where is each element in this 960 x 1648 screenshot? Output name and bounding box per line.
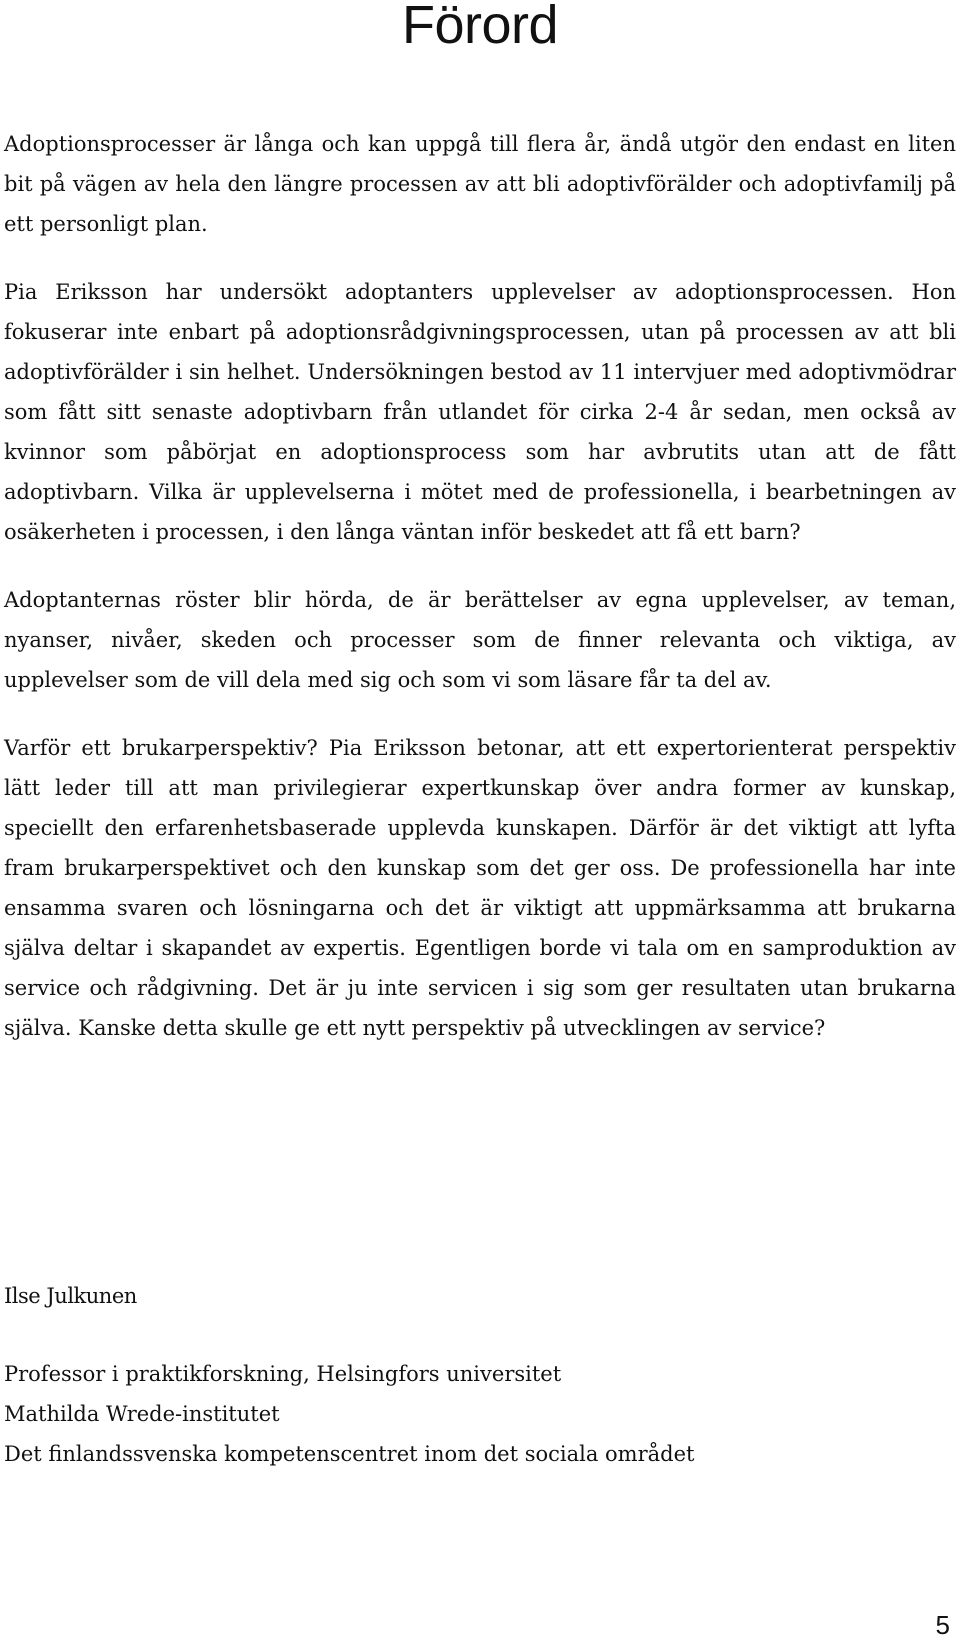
- affiliation-line-3: Det finlandssvenska kompetenscentret inom det sociala området: [4, 1442, 695, 1466]
- paragraph-4: Varför ett brukarperspektiv? Pia Eriksson betonar, att ett expertorienterat perspektiv lätt leder till att man privilegierar expertkunskap över andra former av kunskap, speciellt den erfarenhetsbaserade upplevda kunskapen. Därför är det viktigt att lyfta fram brukarperspektivet och den kunskap som det ger oss. De professionella har inte ensamma svaren och lösningarna och det är viktigt att uppmärksamma att brukarna själva deltar i skapandet av expertis. Egentligen borde vi tala om en samproduktion av service och rådgivning. Det är ju inte servicen i sig som ger resultaten utan brukarna själva. Kanske detta skulle ge ett nytt perspektiv på utvecklingen av service?: [4, 736, 956, 1040]
- author-signature: Ilse Julkunen: [4, 1284, 137, 1308]
- paragraph-1: Adoptionsprocesser är långa och kan uppgå till flera år, ändå utgör den endast en liten bit på vägen av hela den längre processen av att bli adoptivförälder och adoptivfamilj på ett personligt plan.: [4, 132, 956, 236]
- paragraph-3: Adoptanternas röster blir hörda, de är berättelser av egna upplevelser, av teman, nyanser, nivåer, skeden och processer som de finner relevanta och viktiga, av upplevelser som de vill dela med sig och som vi som läsare får ta del av.: [4, 588, 956, 692]
- page-title: Förord: [401, 0, 559, 55]
- affiliation-line-2: Mathilda Wrede-institutet: [4, 1402, 280, 1426]
- author-affiliation: [4, 1354, 694, 1474]
- paragraph-2: Pia Eriksson har undersökt adoptanters upplevelser av adoptionsprocessen. Hon fokuserar inte enbart på adoptionsrådgivningsprocessen, utan på processen av att bli adoptivförälder i sin helhet. Undersökningen bestod av 11 intervjuer med adoptivmödrar som fått sitt senaste adoptivbarn från utlandet för cirka 2-4 år sedan, men också av kvinnor som påbörjat en adoptionsprocess som har avbrutits utan att de fått adoptivbarn. Vilka är upplevelserna i mötet med de professionella, i bearbetningen av osäkerheten i processen, i den långa väntan inför beskedet att få ett barn?: [4, 280, 956, 544]
- affiliation-line-1: Professor i praktikforskning, Helsingfors universitet: [4, 1362, 562, 1386]
- foreword-body: [4, 124, 956, 1076]
- page-number: 5: [935, 1610, 950, 1640]
